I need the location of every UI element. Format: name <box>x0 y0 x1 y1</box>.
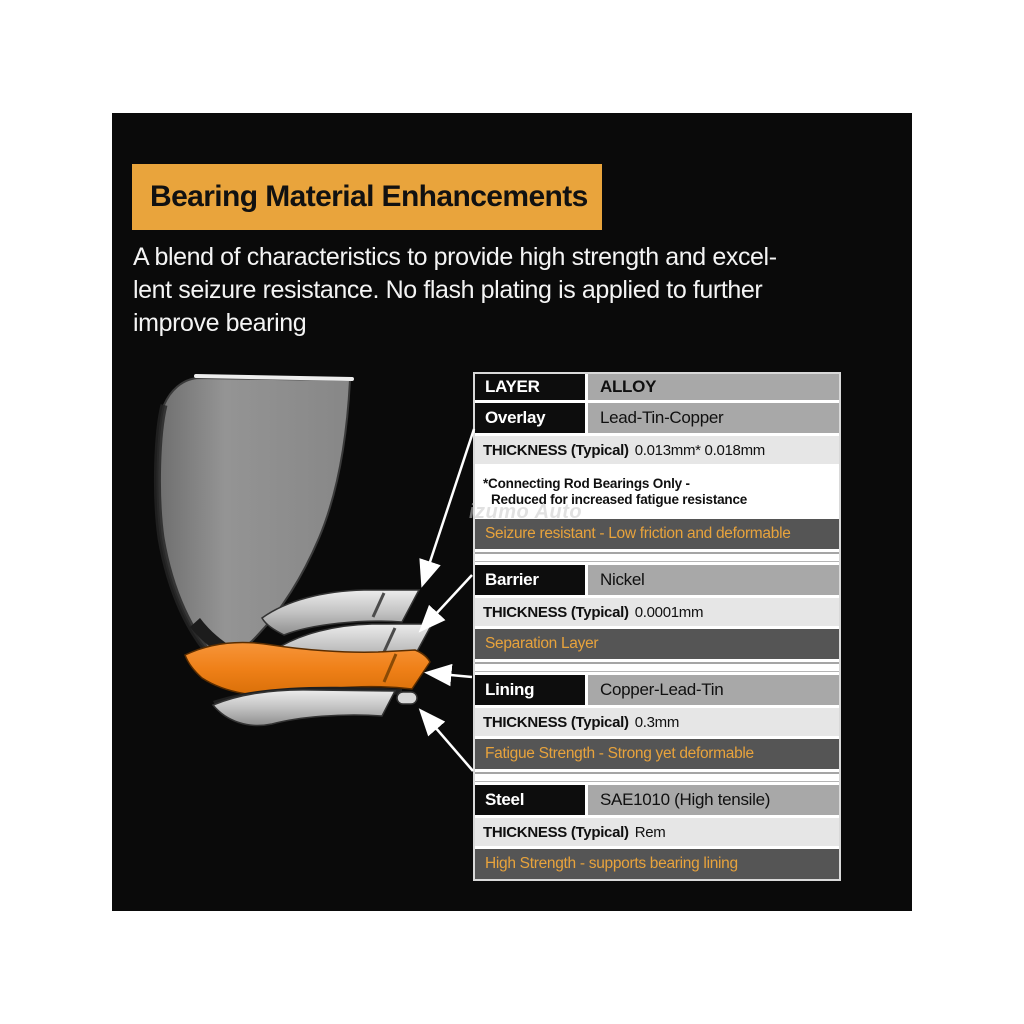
steel-alloy: SAE1010 (High tensile) <box>588 785 839 815</box>
table-header-alloy: ALLOY <box>588 374 839 400</box>
thickness-value: Rem <box>634 823 666 841</box>
barrier-label: Barrier <box>475 565 585 595</box>
lining-row <box>475 675 839 705</box>
barrier-thickness-row <box>475 598 839 626</box>
thickness-label: THICKNESS (Typical) <box>483 441 629 459</box>
content-panel <box>112 113 912 911</box>
thickness-value: 0.0001mm <box>634 603 704 621</box>
watermark: izumo Auto <box>469 501 583 523</box>
barrier-alloy: Nickel <box>588 565 839 595</box>
arrow-steel <box>422 712 473 771</box>
note-line-1: *Connecting Rod Bearings Only - <box>483 475 690 491</box>
barrier-description-row: Separation Layer <box>475 629 839 659</box>
page-title: Bearing Material Enhancements <box>150 180 588 213</box>
overlay-thickness-row <box>475 436 839 464</box>
lining-layer <box>185 642 430 695</box>
lining-description-row: Fatigue Strength - Strong yet deformable <box>475 739 839 769</box>
shell-outer-layer <box>157 376 352 663</box>
thickness-label: THICKNESS (Typical) <box>483 713 629 731</box>
intro-line-3: improve bearing <box>133 309 307 337</box>
title-banner <box>132 164 602 230</box>
intro-paragraph <box>133 241 878 340</box>
steel-tab <box>397 692 417 704</box>
overlay-row <box>475 403 839 433</box>
overlay-label: Overlay <box>475 403 585 433</box>
steel-layer <box>213 690 417 726</box>
arrow-overlay <box>423 429 474 583</box>
layers-table <box>473 372 841 881</box>
section-separator <box>475 772 839 782</box>
steel-shadow <box>213 687 402 707</box>
thickness-value: 0.013mm* 0.018mm <box>634 441 765 459</box>
shell-shadow <box>190 618 308 679</box>
steel-thickness-row <box>475 818 839 846</box>
overlay-alloy: Lead-Tin-Copper <box>588 403 839 433</box>
note-line-2: Reduced for increased fatigue resistance <box>491 491 748 507</box>
thickness-label: THICKNESS (Typical) <box>483 823 629 841</box>
overlay-description-row: Seizure resistant - Low friction and deformable <box>475 519 839 549</box>
barrier-row <box>475 565 839 595</box>
intro-line-2: lent seizure resistance. No flash plating is applied to further <box>133 276 763 304</box>
section-separator <box>475 552 839 562</box>
steel-row <box>475 785 839 815</box>
steel-label: Steel <box>475 785 585 815</box>
arrow-lining <box>429 673 472 677</box>
table-header-layer: LAYER <box>475 374 585 400</box>
overlay-layer <box>262 590 419 635</box>
thickness-value: 0.3mm <box>634 713 680 731</box>
callout-arrows <box>422 429 474 771</box>
table-header-row <box>475 374 839 400</box>
intro-line-1: A blend of characteristics to provide high strength and excel- <box>133 243 777 271</box>
steel-description-row: High Strength - supports bearing lining <box>475 849 839 879</box>
lining-label: Lining <box>475 675 585 705</box>
thickness-label: THICKNESS (Typical) <box>483 603 629 621</box>
overlay-note-row <box>475 467 839 516</box>
lining-alloy: Copper-Lead-Tin <box>588 675 839 705</box>
barrier-layer <box>273 624 432 671</box>
section-separator <box>475 662 839 672</box>
arrow-barrier <box>422 575 472 629</box>
lining-thickness-row <box>475 708 839 736</box>
